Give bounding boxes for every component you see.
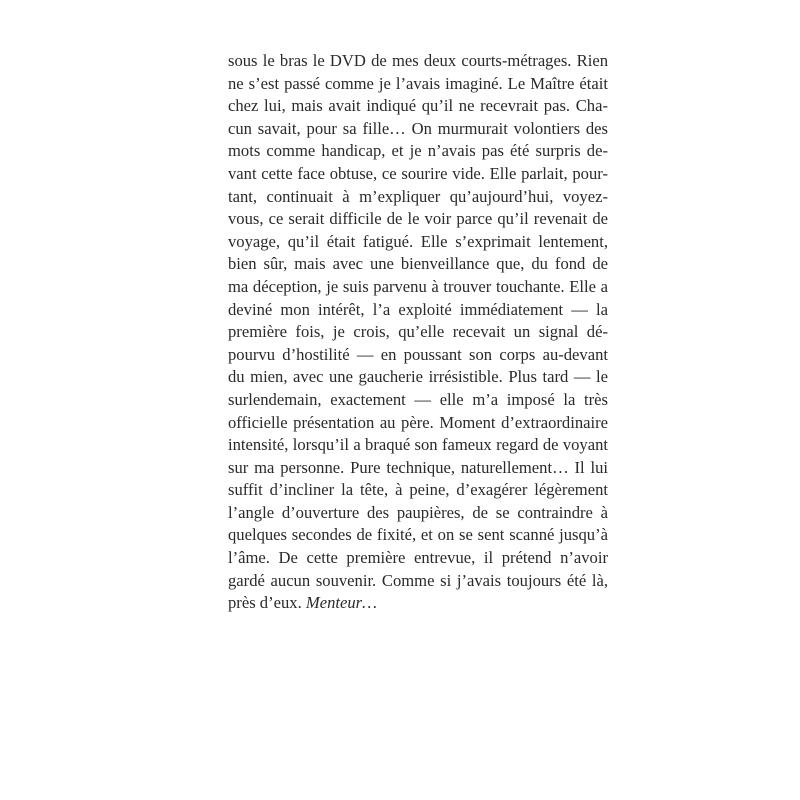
body-text xyxy=(228,50,608,615)
text-line: ma déception, je suis parvenu à trouver touchante. Elle a xyxy=(228,276,608,296)
text-line: gardé aucun souvenir. Comme si j’avais toujours été là, xyxy=(228,570,608,590)
text-line: quelques secondes de fixité, et on se sent scanné jusqu’à xyxy=(228,525,608,545)
text-line: ne s’est passé comme je l’avais imaginé. Le Maître était xyxy=(228,73,608,93)
text-line: sous le bras le DVD de mes deux courts-métrages. Rien xyxy=(228,51,608,70)
text-line: bien sûr, mais avec une bienveillance que, du fond de xyxy=(228,254,608,274)
text-line: chez lui, mais avait indiqué qu’il ne recevrait pas. Cha- xyxy=(228,96,608,116)
text-line: première fois, je crois, qu’elle recevait un signal dé- xyxy=(228,322,608,342)
text-line: pourvu d’hostilité — en poussant son corps au-devant xyxy=(228,344,608,364)
text-line: l’âme. De cette première entrevue, il prétend n’avoir xyxy=(228,548,608,568)
text-line: tant, continuait à m’expliquer qu’aujourd’hui, voyez- xyxy=(228,186,608,206)
text-line: vant cette face obtuse, ce sourire vide. Elle parlait, pour- xyxy=(228,163,608,183)
text-line: cun savait, pour sa fille… On murmurait volontiers des xyxy=(228,118,608,138)
text-line: l’angle d’ouverture des paupières, de se contraindre à xyxy=(228,502,608,522)
text-line: vous, ce serait difficile de le voir parce qu’il revenait de xyxy=(228,209,608,229)
text-line: mots comme handicap, et je n’avais pas été surpris de- xyxy=(228,141,608,161)
last-text-line xyxy=(228,592,608,615)
text-line: surlendemain, exactement — elle m’a imposé la très xyxy=(228,389,608,409)
text-line: officielle présentation au père. Moment d’extraordinaire xyxy=(228,412,608,432)
last-line-text: près d’eux. xyxy=(228,593,306,613)
text-line: voyage, qu’il était fatigué. Elle s’exprimait lentement, xyxy=(228,231,608,251)
text-line: sur ma personne. Pure technique, naturellement… Il lui xyxy=(228,457,608,477)
text-line: suffit d’incliner la tête, à peine, d’exagérer légèrement xyxy=(228,480,608,500)
text-line: du mien, avec une gaucherie irrésistible. Plus tard — le xyxy=(228,367,608,387)
text-line: deviné mon intérêt, l’a exploité immédiatement — la xyxy=(228,299,608,319)
emphasized-word: Menteur… xyxy=(305,593,377,613)
text-line: intensité, lorsqu’il a braqué son fameux regard de voyant xyxy=(228,435,608,455)
